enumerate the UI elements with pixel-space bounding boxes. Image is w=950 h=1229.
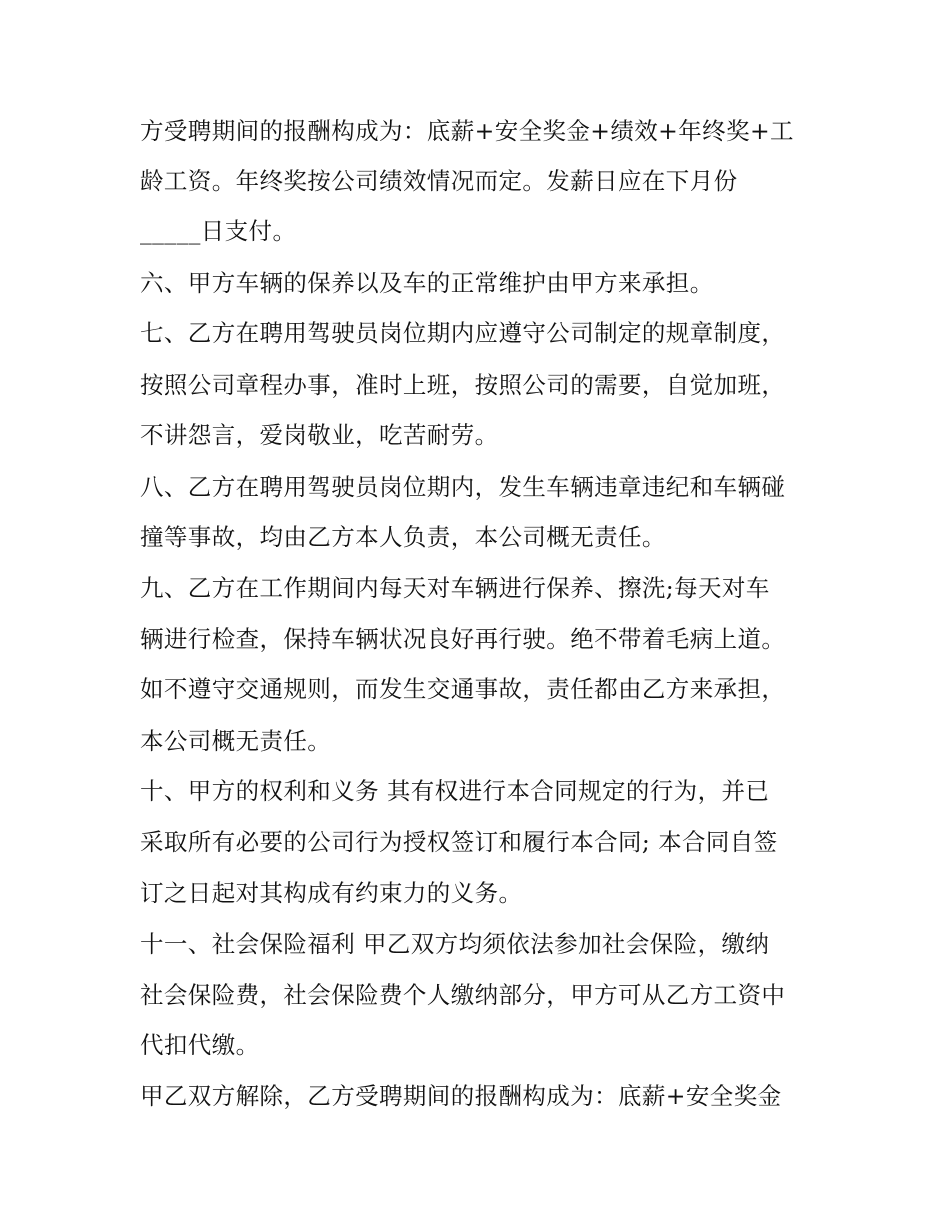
text-line: 七、乙方在聘用驾驶员岗位期内应遵守公司制定的规章制度， — [140, 319, 786, 347]
text-line: 十一、社会保险福利 甲乙双方均须依法参加社会保险，缴纳 — [140, 930, 770, 958]
text-line: 订之日起对其构成有约束力的义务。 — [140, 879, 523, 907]
text-line: 六、甲方车辆的保养以及车的正常维护由甲方来承担。 — [140, 269, 714, 297]
text-line: 九、乙方在工作期间内每天对车辆进行保养、擦洗;每天对车 — [140, 574, 770, 602]
text-line: 甲乙双方解除，乙方受聘期间的报酬构成为：底薪+安全奖金 — [140, 1082, 782, 1110]
text-line: 按照公司章程办事，准时上班，按照公司的需要，自觉加班， — [140, 371, 786, 399]
text-line: 如不遵守交通规则，而发生交通事故，责任都由乙方来承担， — [140, 675, 786, 703]
text-line: 代扣代缴。 — [140, 1031, 260, 1059]
text-line: 辆进行检查，保持车辆状况良好再行驶。绝不带着毛病上道。 — [140, 625, 786, 653]
text-line: 龄工资。年终奖按公司绩效情况而定。发薪日应在下月份 — [140, 167, 738, 195]
text-line: 方受聘期间的报酬构成为：底薪+安全奖金+绩效+年终奖+工 — [140, 117, 794, 145]
text-line: 社会保险费，社会保险费个人缴纳部分，甲方可从乙方工资中 — [140, 981, 786, 1009]
text-line: 撞等事故，均由乙方本人负责，本公司概无责任。 — [140, 523, 666, 551]
text-line: 八、乙方在聘用驾驶员岗位期内，发生车辆违章违纪和车辆碰 — [140, 473, 786, 501]
text-line: 十、甲方的权利和义务 其有权进行本合同规定的行为，并已 — [140, 777, 770, 805]
text-line: 不讲怨言，爱岗敬业，吃苦耐劳。 — [140, 421, 499, 449]
text-line: _____日支付。 — [140, 217, 297, 245]
text-line: 本公司概无责任。 — [140, 727, 332, 755]
text-line: 采取所有必要的公司行为授权签订和履行本合同; 本合同自签 — [140, 828, 778, 856]
